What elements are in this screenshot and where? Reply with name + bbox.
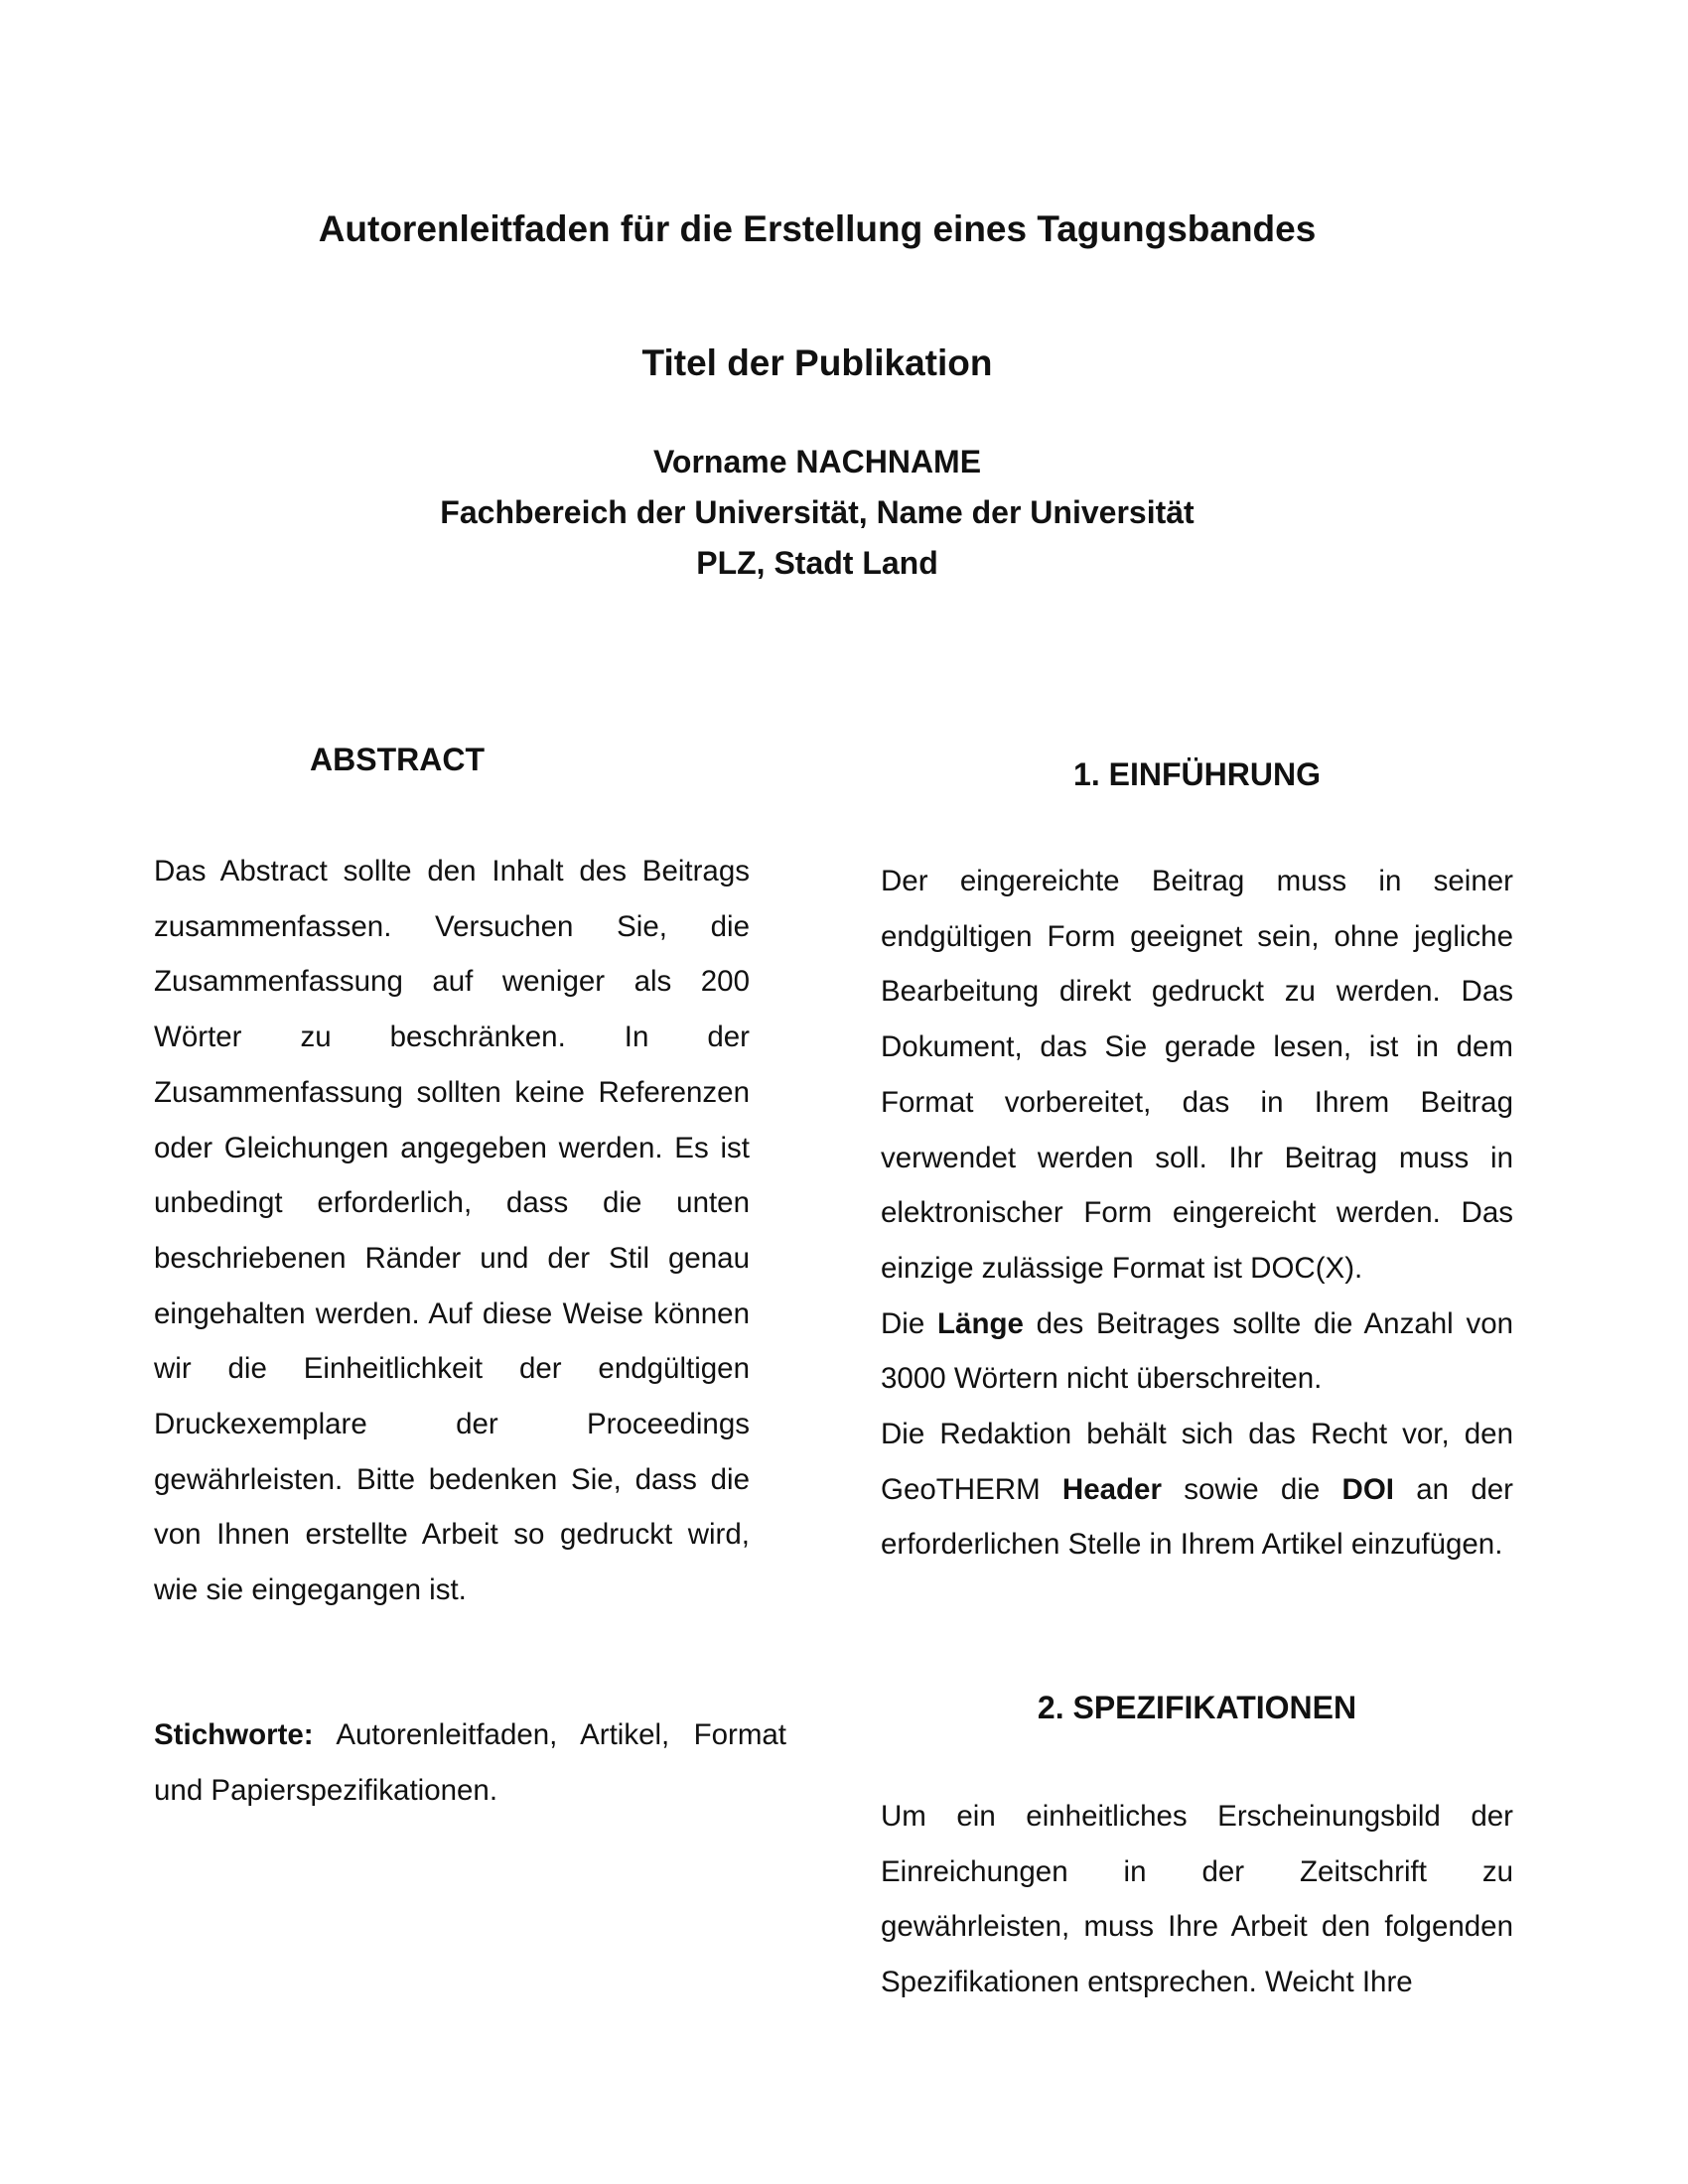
abstract-text: Das Abstract sollte den Inhalt des Beitrags zusammenfassen. Versuchen Sie, die Zusammenfassung auf weniger als 200 Wörter zu beschränken. In der Zusammenfassung sollten keine Referenzen oder Gleichungen angegeben werden. Es ist unbedingt erforderlich, dass die unten beschriebenen Ränder und der Stil genau eingehalten werden. Auf diese Weise können wir die Einheitlichkeit der endgültigen Druckexemplare der Proceedings gewährleisten. Bitte bedenken Sie, dass die von Ihnen erstellte Arbeit so gedruckt wird, wie sie eingegangen ist. — [154, 855, 750, 1607]
keywords-text: Autorenleitfaden, Artikel, Format und Papierspezifikationen. — [154, 1718, 786, 1807]
document-title: Autorenleitfaden für die Erstellung eines Tagungsbandes — [318, 208, 1317, 249]
intro-p3-part-c: an der erforderlichen Stelle in Ihrem Artikel einzufügen. — [881, 1472, 1513, 1562]
author-affiliation: Fachbereich der Universität, Name der Universität — [440, 494, 1195, 530]
intro-paragraph-3 — [881, 1407, 1513, 1572]
author-name: Vorname NACHNAME — [652, 444, 982, 479]
intro-p3-part-b: sowie die — [1161, 1472, 1342, 1506]
publication-title: Titel der Publikation — [641, 342, 993, 383]
intro-p2-part-a: Die — [881, 1306, 938, 1340]
keywords-paragraph — [154, 1707, 786, 1818]
intro-paragraph-2 — [881, 1297, 1513, 1407]
specs-heading: 2. SPEZIFIKATIONEN — [1037, 1690, 1357, 1725]
abstract-heading: ABSTRACT — [310, 742, 485, 777]
specs-text: Um ein einheitliches Erscheinungsbild der Einreichungen in der Zeitschrift zu gewährleisten, muss Ihre Arbeit den folgenden Spezifikationen entsprechen. Weicht Ihre — [881, 1800, 1513, 1999]
intro-p2-part-b: des Beitrages sollte die Anzahl von 3000 Wörtern nicht überschreiten. — [881, 1306, 1514, 1396]
intro-p3-bold-header: Header — [1061, 1472, 1162, 1506]
author-block — [0, 437, 1634, 589]
intro-heading: 1. EINFÜHRUNG — [1073, 756, 1321, 792]
intro-p3-bold-doi: DOI — [1341, 1472, 1394, 1506]
intro-p3-part-a: Die Redaktion behält sich das Recht vor, den GeoTHERM — [881, 1418, 1513, 1506]
intro-p2-bold: Länge — [937, 1306, 1024, 1340]
intro-body — [881, 854, 1513, 1572]
intro-paragraph-1: Der eingereichte Beitrag muss in seiner endgültigen Form geeignet sein, ohne jegliche Bearbeitung direkt gedruckt zu werden. Das Dokument, das Sie gerade lesen, ist in dem Format vorbereitet, das in Ihrem Beitrag verwendet werden soll. Ihr Beitrag muss in elektronischer Form eingereicht werden. Das einzige zulässige Format ist DOC(X). — [881, 865, 1513, 1285]
keywords-label: Stichworte: — [154, 1718, 314, 1751]
author-location: PLZ, Stadt Land — [696, 545, 938, 581]
